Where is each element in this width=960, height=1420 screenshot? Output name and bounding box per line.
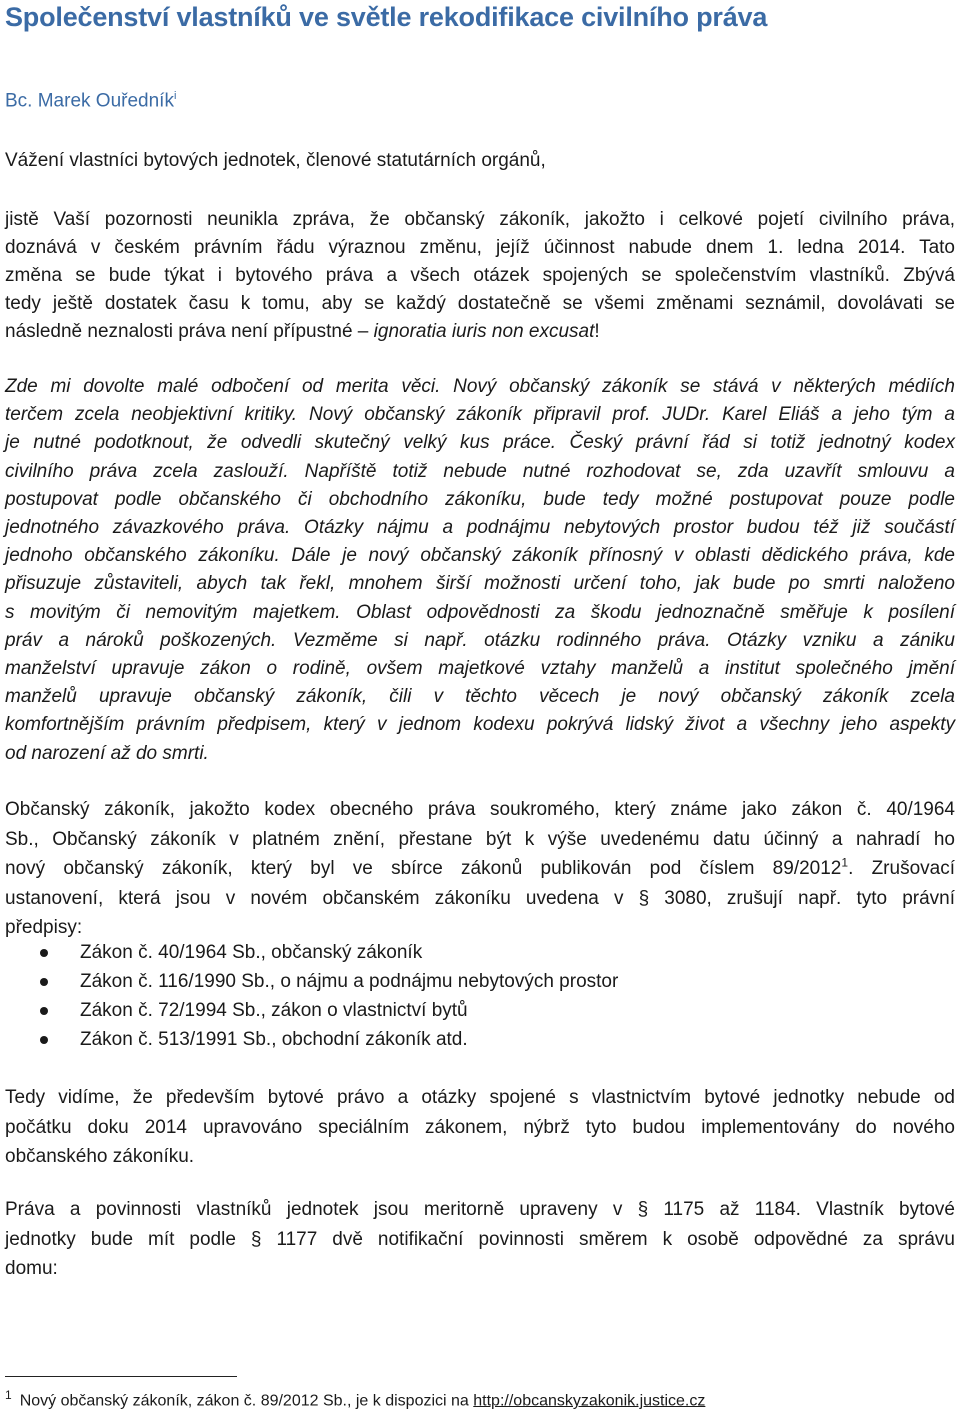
bullet-icon (40, 1036, 48, 1044)
paragraph-line: jednotky bude mít podle § 1177 dvě notifikační povinnosti směrem k osobě odpovědné za správu (5, 1228, 955, 1250)
paragraph-line: Tedy vidíme, že především bytové právo a otázky spojené s vlastnictvím bytové jednotky nebude od (5, 1087, 955, 1108)
paragraph-line: civilního práva zcela zaslouží. Napříště totiž nebude nutné rozhodovat se, zda uzavřít smlouvu a (5, 460, 955, 482)
text-segment: nový občanský zákoník, který byl ve sbírce zákonů publikován pod číslem 89/2012 (5, 858, 842, 879)
bullet-icon (40, 1007, 48, 1015)
author-name: Bc. Marek Ouředník (5, 90, 174, 112)
paragraph-line: Občanský zákoník, jakožto kodex obecného práva soukromého, který známe jako zákon č. 40/1964 (5, 799, 955, 820)
paragraph-line: terčem zcela neobjektivní kritiky. Nový občanský zákoník připravil prof. JUDr. Karel Eliáš a jeho tým a (5, 404, 955, 426)
paragraph-line: ustanovení, která jsou v novém občanském zákoníku uvedena v § 3080, zrušují např. tyto právní (5, 887, 955, 909)
footnote-reference[interactable]: 1 (841, 855, 849, 870)
paragraph-line: komfortnějším právním předpisem, který v jednom kodexu pokrývá lidský život a všechny jeho aspekty (5, 714, 955, 736)
paragraph-line: práv a nároků poškozených. Vezměme si např. otázku rodinného práva. Otázky vzniku a zániku (5, 629, 955, 651)
paragraph-line: jednotného závazkového práva. Otázky nájmu a podnájmu nebytových prostor budou též již součástí (5, 517, 955, 539)
bullet-icon (40, 978, 48, 986)
list-item (5, 938, 955, 967)
paragraph-line: od narození až do smrti. (5, 742, 209, 764)
repealed-laws-list (5, 938, 955, 1054)
footnote (5, 1388, 705, 1410)
paragraph-line: předpisy: (5, 917, 83, 938)
paragraph-line: s movitým či nemovitým majetkem. Oblast odpovědnosti za škodu jednoznačně směřuje k posílení (5, 601, 955, 623)
list-item-text: Zákon č. 40/1964 Sb., občanský zákoník (80, 942, 423, 963)
paragraph-line: Zde mi dovolte malé odbočení od merita věci. Nový občanský zákoník se stává v některých médiích (5, 376, 955, 397)
paragraph-line: tedy ještě dostatek času k tomu, aby se každý dostatečně se všemi změnami seznámil, dovolávati se (5, 293, 955, 314)
author-line (5, 90, 176, 112)
list-item-text: Zákon č. 116/1990 Sb., o nájmu a podnájmu nebytových prostor (80, 971, 619, 992)
text-segment: . Zrušovací (848, 858, 955, 879)
paragraph-line (5, 854, 955, 884)
paragraph-line: změna se bude týkat i bytového práva a všech otázek spojených se společenstvím vlastníků. Zbývá (5, 265, 955, 286)
salutation: Vážení vlastníci bytových jednotek, členové statutárních orgánů, (5, 150, 546, 171)
paragraph-line: manželů upravuje občanský zákoník, čili v těchto věcech je nový občanský zákoník zcela (5, 686, 955, 708)
paragraph-civil-code (5, 795, 955, 943)
list-item-text: Zákon č. 72/1994 Sb., zákon o vlastnictví bytů (80, 1000, 468, 1021)
text-segment: následně neznalosti práva není přípustné – (5, 321, 374, 342)
paragraph-line: postupovat podle občanského či obchodního zákoníku, bude tedy možné postupovat pouze podle (5, 488, 955, 510)
paragraph-line (5, 318, 955, 346)
latin-phrase: ignoratia iuris non excusat (373, 321, 595, 342)
paragraph-line: jednoho občanského zákoníku. Dále je nový občanský zákoník přínosný v oblasti dědického práva, kde (5, 545, 955, 567)
paragraph-intro (5, 206, 955, 346)
document-title: Společenství vlastníků ve světle rekodifikace civilního práva (5, 2, 768, 32)
list-item (5, 1025, 955, 1054)
footnote-divider (5, 1376, 237, 1377)
author-endnote-mark: i (173, 90, 177, 102)
paragraph-line: Sb., Občanský zákoník v platném znění, přestane být k výše uvedenému datu účinný a nahradí ho (5, 828, 955, 850)
footnote-mark: 1 (5, 1388, 12, 1402)
paragraph-line: domu: (5, 1258, 58, 1279)
paragraph-line: jistě Vaší pozornosti neunikla zpráva, že občanský zákoník, jakožto i celkové pojetí civilního práva, (5, 209, 955, 230)
paragraph-line: doznává v českém právním řádu výraznou změnu, jejíž účinnost nabude dnem 1. ledna 2014. Tato (5, 237, 955, 258)
footnote-link[interactable]: http://obcanskyzakonik.justice.cz (473, 1392, 706, 1410)
paragraph-line: je nutné podotknout, že odvedli skutečný velký kus práce. Český právní řád si totiž jednotný kodex (5, 432, 955, 454)
footnote-text: Nový občanský zákoník, zákon č. 89/2012 Sb., je k dispozici na (19, 1392, 474, 1410)
paragraph-line: manželství upravuje zákon o rodině, ovšem majetkové vztahy manželů a institut společného jmění (5, 658, 955, 680)
paragraph-line: počátku doku 2014 upravováno speciálním zákonem, nýbrž tyto budou implementovány do nového (5, 1116, 955, 1138)
list-item (5, 996, 955, 1025)
paragraph-line: Práva a povinnosti vlastníků jednotek jsou meritorně upraveny v § 1175 až 1184. Vlastník bytové (5, 1199, 955, 1220)
paragraph-digression (5, 373, 955, 768)
paragraph-line: přisuzuje zůstaviteli, abych tak řekl, mnohem širší možnosti určení toho, jak bude po smrti naloženo (5, 573, 955, 595)
text-segment: ! (594, 321, 600, 342)
list-item (5, 967, 955, 996)
paragraph-housing-law (5, 1083, 955, 1172)
bullet-icon (40, 949, 48, 957)
list-item-text: Zákon č. 513/1991 Sb., obchodní zákoník atd. (80, 1029, 468, 1050)
paragraph-line: občanského zákoníku. (5, 1146, 195, 1167)
paragraph-owner-duties (5, 1195, 955, 1284)
